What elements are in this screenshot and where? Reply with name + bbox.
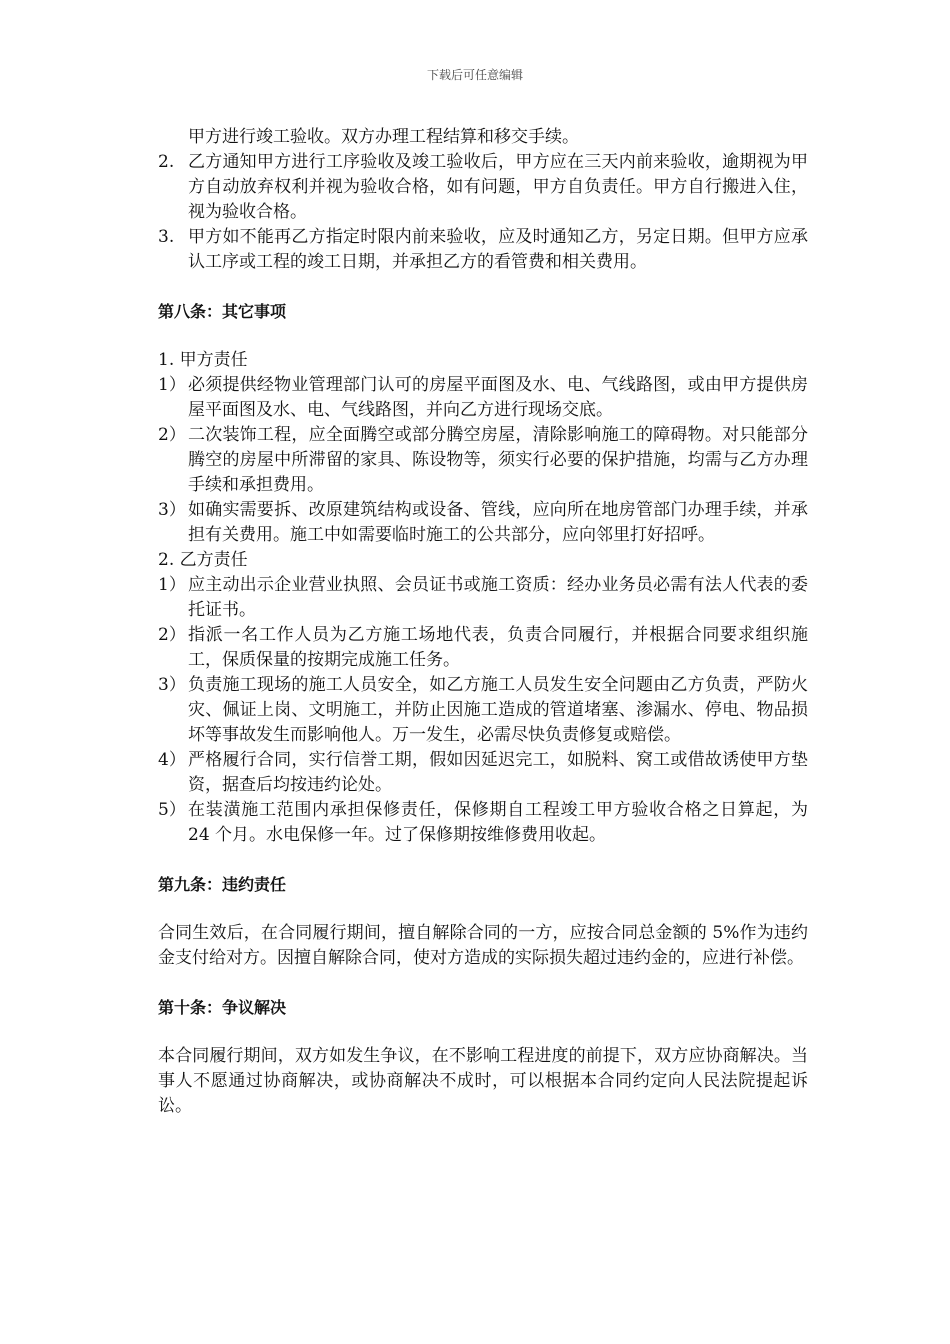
item-text: 负责施工现场的施工人员安全，如乙方施工人员发生安全问题由乙方负责，严防火灾、佩证上岗、文明施工，并防止因施工造成的管道堵塞、渗漏水、停电、物品损坏等事故发生而影响他人。万一发生，必需尽快负责修复或赔偿。 (188, 675, 808, 745)
list-item (158, 498, 808, 548)
item-number: 5） (158, 800, 186, 820)
section-title: 第八条：其它事项 (158, 302, 287, 321)
clause-number: 2. (158, 152, 175, 172)
section-paragraph: 合同生效后，在合同履行期间，擅自解除合同的一方，应按合同总金额的 5%作为违约金支付给对方。因擅自解除合同，使对方造成的实际损失超过违约金的，应进行补偿。 (158, 923, 808, 968)
section-title: 第十条：争议解决 (158, 998, 287, 1017)
list-item (158, 673, 808, 748)
list-item (158, 373, 808, 423)
list-item (158, 423, 808, 498)
item-number: 1） (158, 575, 186, 595)
item-text: 如确实需要拆、改原建筑结构或设备、管线，应向所在地房管部门办理手续，并承担有关费用。施工中如需要临时施工的公共部分，应向邻里打好招呼。 (188, 500, 808, 545)
clause-text: 甲方如不能再乙方指定时限内前来验收，应及时通知乙方，另定日期。但甲方应承认工序或工程的竣工日期，并承担乙方的看管费和相关费用。 (188, 227, 808, 272)
section-title: 第九条：违约责任 (158, 875, 287, 894)
item-number: 2） (158, 625, 186, 645)
item-text: 严格履行合同，实行信誉工期，假如因延迟完工，如脱料、窝工或借故诱使甲方垫资，据查后均按违约论处。 (188, 750, 808, 795)
item-text: 应主动出示企业营业执照、会员证书或施工资质：经办业务员必需有法人代表的委托证书。 (188, 575, 808, 620)
document-body (158, 125, 808, 1119)
item-number: 1） (158, 375, 186, 395)
item-number: 3） (158, 675, 186, 695)
list-item (158, 748, 808, 798)
item-text: 必须提供经物业管理部门认可的房屋平面图及水、电、气线路图，或由甲方提供房屋平面图及水、电、气线路图，并向乙方进行现场交底。 (188, 375, 808, 420)
clause-text: 乙方通知甲方进行工序验收及竣工验收后，甲方应在三天内前来验收，逾期视为甲方自动放弃权利并视为验收合格，如有问题，甲方自负责任。甲方自行搬进入住，视为验收合格。 (188, 152, 808, 222)
subsection-title: 2. 乙方责任 (158, 550, 248, 570)
section-paragraph: 本合同履行期间，双方如发生争议，在不影响工程进度的前提下，双方应协商解决。当事人不愿通过协商解决，或协商解决不成时，可以根据本合同约定向人民法院提起诉讼。 (158, 1046, 808, 1116)
item-text: 指派一名工作人员为乙方施工场地代表，负责合同履行，并根据合同要求组织施工，保质保量的按期完成施工任务。 (188, 625, 808, 670)
clause-item (158, 225, 808, 275)
page-header: 下载后可任意编辑 (426, 68, 523, 82)
clause-number: 3. (158, 227, 175, 247)
item-text: 在装潢施工范围内承担保修责任，保修期自工程竣工甲方验收合格之日算起，为 24 个月。水电保修一年。过了保修期按维修费用收起。 (188, 800, 808, 845)
list-item (158, 623, 808, 673)
list-item (158, 798, 808, 848)
clause-item (158, 150, 808, 225)
list-item (158, 573, 808, 623)
item-number: 2） (158, 425, 186, 445)
item-text: 二次装饰工程，应全面腾空或部分腾空房屋，清除影响施工的障碍物。对只能部分腾空的房屋中所滞留的家具、陈设物等，须实行必要的保护措施，均需与乙方办理手续和承担费用。 (188, 425, 808, 495)
subsection-title: 1. 甲方责任 (158, 350, 248, 370)
item-number: 4） (158, 750, 186, 770)
item-number: 3） (158, 500, 186, 520)
clause-continuation: 甲方进行竣工验收。双方办理工程结算和移交手续。 (188, 127, 579, 147)
